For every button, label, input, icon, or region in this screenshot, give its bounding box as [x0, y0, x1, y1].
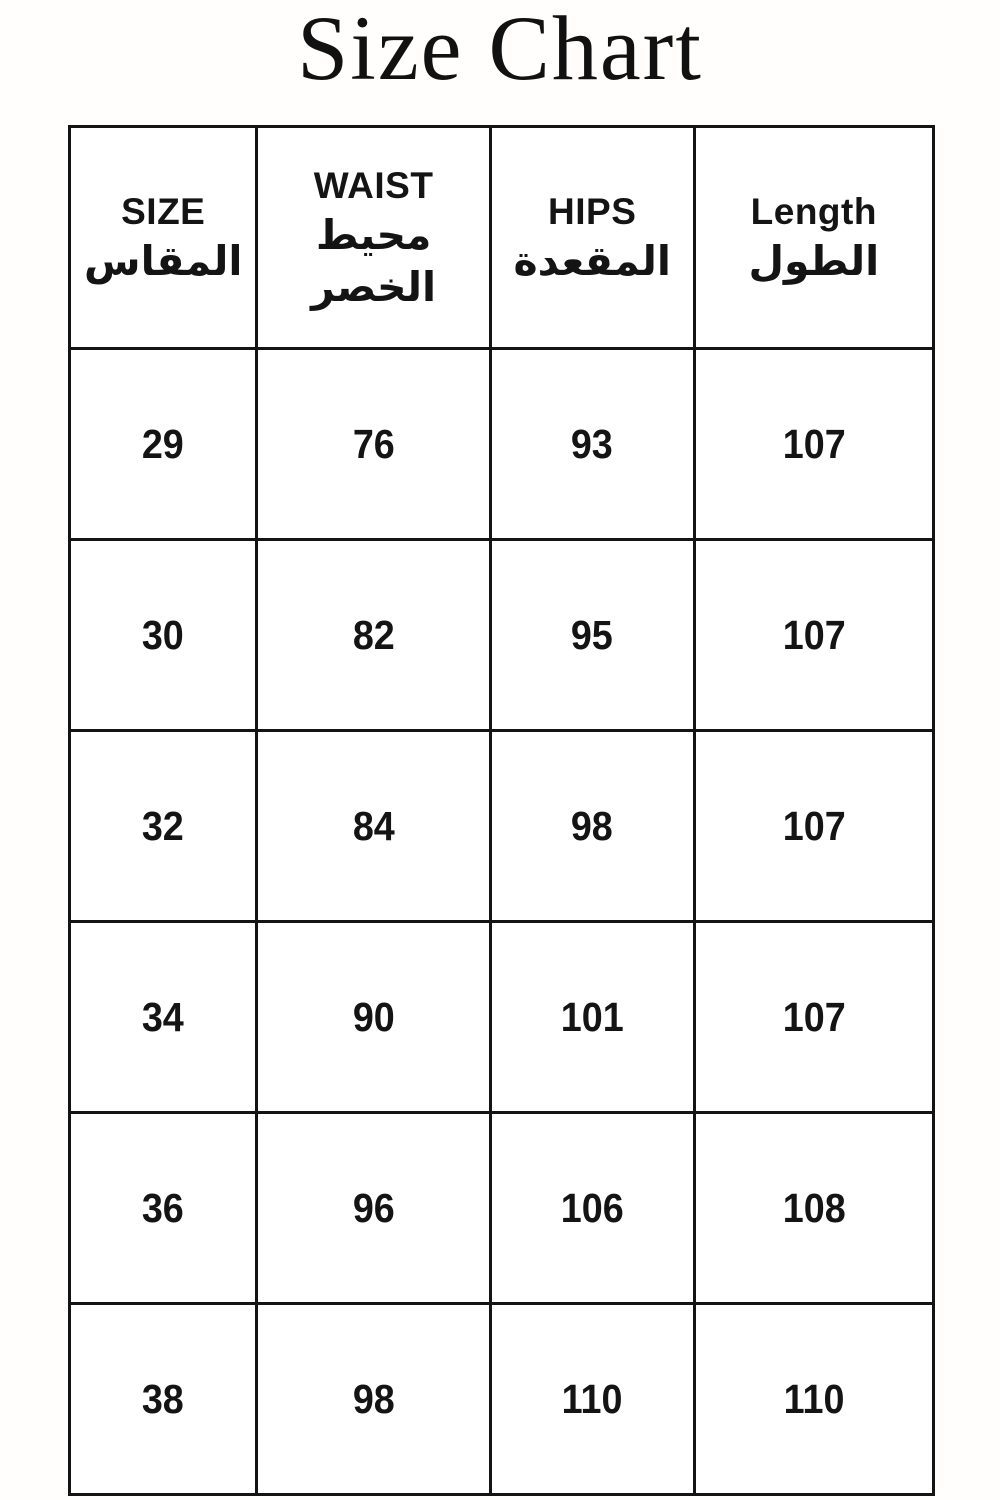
header-hips-ar: المقعدة: [513, 236, 671, 285]
table-cell: [694, 731, 933, 922]
header-cell-hips: [490, 127, 694, 349]
table-row: [70, 731, 934, 922]
header-size-en: SIZE: [121, 190, 206, 232]
header-size-ar: المقاس: [84, 236, 243, 285]
header-cell-waist: [257, 127, 490, 349]
waist-value: 96: [352, 1184, 395, 1231]
size-value: 36: [142, 1184, 185, 1231]
table-cell: [490, 1113, 694, 1304]
size-chart-table: [68, 125, 935, 1496]
hips-value: 98: [571, 802, 614, 849]
header-waist-en: WAIST: [313, 165, 434, 207]
table-row: [70, 1304, 934, 1495]
waist-value: 84: [352, 802, 395, 849]
table-row: [70, 540, 934, 731]
table-cell: [490, 1304, 694, 1495]
table-cell: [70, 1304, 257, 1495]
table-cell: [490, 540, 694, 731]
table-cell: [257, 1113, 490, 1304]
hips-value: 101: [560, 993, 624, 1040]
table-cell: [257, 922, 490, 1113]
table-cell: [694, 349, 933, 540]
table-cell: [70, 922, 257, 1113]
header-length-en: Length: [750, 190, 877, 232]
hips-value: 95: [571, 611, 614, 658]
table-cell: [490, 731, 694, 922]
table-cell: [257, 731, 490, 922]
hips-value: 110: [561, 1375, 623, 1422]
header-cell-length: [694, 127, 933, 349]
table-header-row: [70, 127, 934, 349]
size-value: 34: [142, 993, 185, 1040]
waist-value: 76: [352, 420, 395, 467]
page-title: Size Chart: [297, 0, 703, 99]
table-row: [70, 1113, 934, 1304]
waist-value: 98: [352, 1375, 395, 1422]
table-cell: [70, 349, 257, 540]
length-value: 107: [782, 993, 846, 1040]
size-value: 29: [142, 420, 185, 467]
length-value: 110: [783, 1375, 845, 1422]
table-cell: [257, 349, 490, 540]
length-value: 107: [782, 420, 846, 467]
table-cell: [257, 1304, 490, 1495]
waist-value: 82: [352, 611, 395, 658]
table-cell: [70, 540, 257, 731]
length-value: 108: [782, 1184, 846, 1231]
table-cell: [490, 922, 694, 1113]
table-cell: [694, 1304, 933, 1495]
table-cell: [490, 349, 694, 540]
hips-value: 93: [571, 420, 614, 467]
size-value: 38: [142, 1375, 185, 1422]
header-length-ar: الطول: [748, 236, 880, 285]
table-cell: [70, 731, 257, 922]
length-value: 107: [782, 802, 846, 849]
hips-value: 106: [560, 1184, 624, 1231]
length-value: 107: [782, 611, 846, 658]
size-value: 32: [142, 802, 185, 849]
header-hips-en: HIPS: [548, 190, 637, 232]
table-row: [70, 922, 934, 1113]
header-waist-ar: محيط الخصر: [311, 211, 437, 311]
size-value: 30: [142, 611, 185, 658]
table-cell: [257, 540, 490, 731]
table-cell: [70, 1113, 257, 1304]
table-cell: [694, 922, 933, 1113]
waist-value: 90: [352, 993, 395, 1040]
table-row: [70, 349, 934, 540]
table-cell: [694, 540, 933, 731]
header-cell-size: [70, 127, 257, 349]
table-cell: [694, 1113, 933, 1304]
